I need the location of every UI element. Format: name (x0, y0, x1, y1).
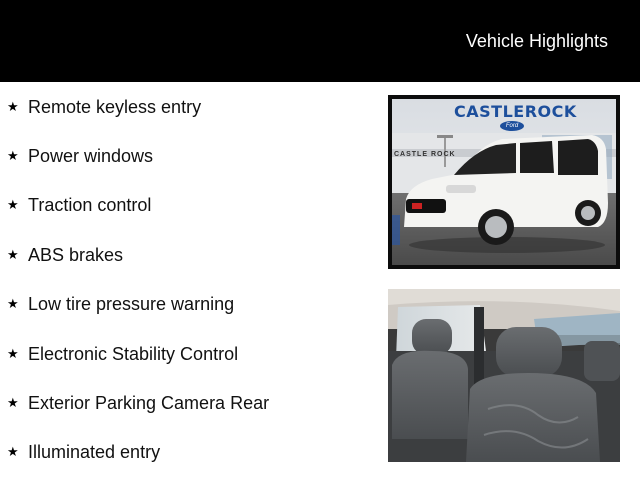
list-item (7, 343, 238, 365)
dealer-logo-text: CASTLEROCK (454, 102, 577, 121)
star-icon: ★ (7, 395, 19, 410)
feature-label: Illuminated entry (28, 442, 161, 462)
star-icon: ★ (7, 247, 19, 262)
list-item (7, 145, 153, 167)
page-title: Vehicle Highlights (465, 31, 608, 51)
list-item (7, 392, 269, 414)
list-item (7, 194, 151, 216)
star-icon: ★ (7, 296, 19, 311)
star-icon: ★ (7, 99, 19, 114)
feature-label: Electronic Stability Control (28, 344, 239, 364)
list-item (7, 441, 160, 463)
feature-label: Exterior Parking Camera Rear (28, 393, 270, 413)
star-icon: ★ (7, 197, 19, 212)
star-icon: ★ (7, 346, 19, 361)
star-icon: ★ (7, 148, 19, 163)
feature-label: Power windows (28, 146, 154, 166)
header-bar (0, 0, 640, 82)
dealer-logo (454, 102, 577, 121)
vehicle-exterior-photo[interactable] (388, 95, 620, 269)
list-item (7, 293, 234, 315)
list-item (7, 96, 201, 118)
feature-label: Traction control (28, 195, 152, 215)
feature-label: Low tire pressure warning (28, 294, 235, 314)
feature-label: Remote keyless entry (28, 97, 202, 117)
star-icon: ★ (7, 444, 19, 459)
vehicle-interior-photo[interactable] (388, 289, 620, 462)
feature-label: ABS brakes (28, 245, 124, 265)
ford-badge-text: Ford (505, 123, 519, 129)
ford-badge (500, 121, 524, 131)
list-item (7, 244, 123, 266)
building-sign-text: CASTLE ROCK (394, 151, 456, 158)
building-sign (394, 151, 456, 158)
